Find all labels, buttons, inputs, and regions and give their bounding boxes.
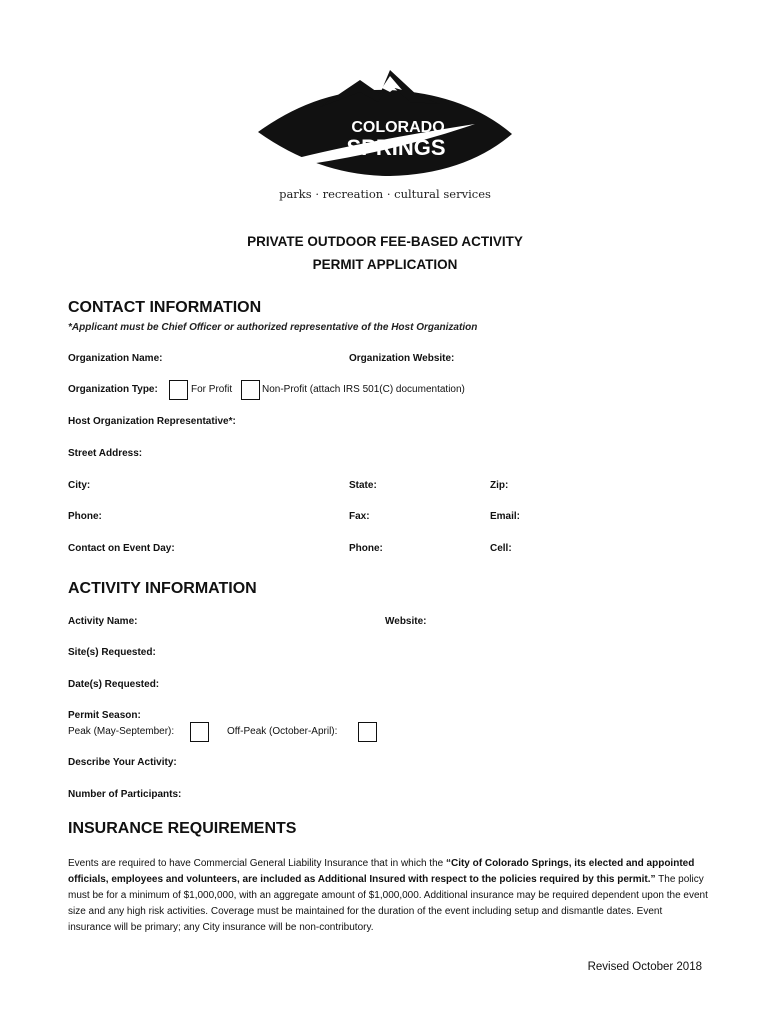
non-profit-label: Non-Profit (attach IRS 501(C) documentation): [262, 384, 465, 395]
for-profit-label: For Profit: [191, 384, 233, 395]
document-title-line1: PRIVATE OUTDOOR FEE-BASED ACTIVITY: [247, 234, 523, 249]
insurance-text-rest: The policy must be for a minimum of $1,000,000, with an aggregate amount of $1,000,000. Additional insurance may be required dependent upon the event size and any high risk activities. Coverage must be maintained for the duration of the event including setup and dismantle dates. Event insurance will be primary; any City insurance will be non-contributory.: [68, 874, 708, 934]
contact-event-day-label: Contact on Event Day:: [68, 543, 175, 554]
host-rep-label: Host Organization Representative*:: [68, 416, 236, 427]
applicant-note: *Applicant must be Chief Officer or authorized representative of the Host Organization: [68, 322, 478, 333]
email-label: Email:: [490, 511, 521, 522]
insurance-paragraph: [68, 856, 708, 936]
event-phone-label: Phone:: [349, 543, 383, 554]
participants-label: Number of Participants:: [68, 789, 182, 800]
fax-label: Fax:: [349, 511, 370, 522]
logo-line2: SPRINGS: [346, 135, 446, 160]
peak-checkbox[interactable]: [190, 722, 209, 742]
org-website-label: Organization Website:: [349, 353, 455, 364]
logo-tagline: parks · recreation · cultural services: [279, 187, 491, 201]
activity-heading: ACTIVITY INFORMATION: [68, 580, 257, 597]
zip-label: Zip:: [490, 480, 509, 491]
revised-date: Revised October 2018: [587, 961, 702, 973]
contact-heading: CONTACT INFORMATION: [68, 299, 262, 316]
colorado-springs-logo: [250, 62, 520, 212]
offpeak-label: Off-Peak (October-April):: [227, 726, 338, 737]
sites-requested-label: Site(s) Requested:: [68, 647, 156, 658]
dates-requested-label: Date(s) Requested:: [68, 679, 160, 690]
mountain-leaf-logo-icon: [250, 62, 520, 187]
describe-activity-label: Describe Your Activity:: [68, 757, 177, 768]
insurance-heading: INSURANCE REQUIREMENTS: [68, 820, 297, 837]
activity-website-label: Website:: [385, 616, 427, 627]
peak-label: Peak (May-September):: [68, 726, 175, 737]
for-profit-checkbox[interactable]: [169, 380, 188, 400]
logo-line1: COLORADO: [351, 119, 445, 136]
org-name-label: Organization Name:: [68, 353, 163, 364]
street-label: Street Address:: [68, 448, 143, 459]
document-title-line2: PERMIT APPLICATION: [312, 257, 458, 272]
offpeak-checkbox[interactable]: [358, 722, 377, 742]
city-label: City:: [68, 480, 91, 491]
insurance-text-bold: “City of Colorado Springs, its elected and appointed officials, employees and volunteers, are included as Additional Insured with respect to the policies required by this permit.”: [68, 858, 695, 886]
phone-label: Phone:: [68, 511, 102, 522]
state-label: State:: [349, 480, 377, 491]
insurance-text-intro: Events are required to have Commercial General Liability Insurance that in which the: [68, 858, 446, 869]
cell-label: Cell:: [490, 543, 512, 554]
non-profit-checkbox[interactable]: [241, 380, 260, 400]
activity-name-label: Activity Name:: [68, 616, 138, 627]
org-type-label: Organization Type:: [68, 384, 158, 395]
permit-season-label: Permit Season:: [68, 710, 141, 721]
